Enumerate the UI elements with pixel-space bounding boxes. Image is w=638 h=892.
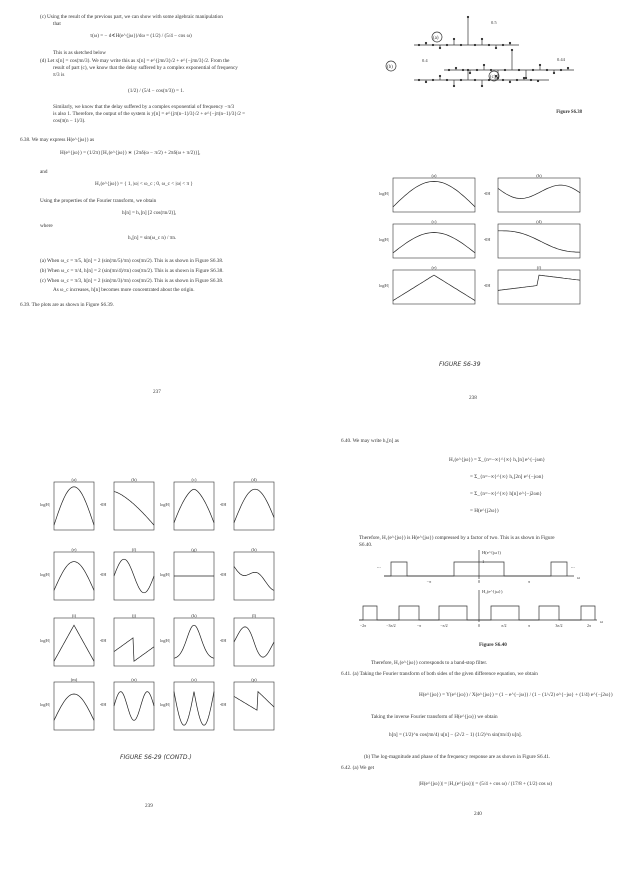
text-line: (a) When ω_c = π/5, h[n] = 2 (sin(πn/5)/πn) cos(πn/2). This is as shown in Figure S6.38. [40, 258, 224, 264]
stem-dot [439, 75, 441, 77]
plot-title: (g) [191, 547, 197, 552]
stem-dot [502, 44, 504, 46]
stem-dot [553, 72, 555, 74]
plot-title: (m) [70, 677, 78, 682]
stem-dot [460, 44, 462, 46]
plot-panel [484, 218, 586, 268]
plot-panel [40, 476, 100, 540]
axis-label: log|H| [160, 572, 170, 577]
plot-title: (e) [431, 265, 437, 270]
omega-label: ω [577, 575, 580, 580]
stem-dot [453, 38, 455, 40]
plot-panel [160, 612, 220, 676]
stem-dot [539, 64, 541, 66]
tick-label: −3π/2 [386, 623, 396, 628]
response-curve [54, 562, 94, 591]
stem-dot [537, 80, 539, 82]
plot-panel [220, 612, 280, 676]
page-239 [0, 446, 319, 892]
handwritten-caption: FIGURE S6-29 (CONTD.) [120, 754, 192, 761]
stem-dot [518, 69, 520, 71]
problem-number-line: 6.42. (a) We get [341, 765, 375, 771]
response-curve [234, 489, 274, 523]
plot-panel [379, 172, 481, 222]
stem-dot [446, 44, 448, 46]
plot-title: (b) [536, 173, 542, 178]
text-line: This is as sketched below [53, 50, 107, 56]
plot-title: (a) [71, 477, 77, 482]
plot-panel [220, 676, 280, 740]
response-curve [54, 625, 94, 661]
plot-panel [160, 546, 220, 610]
equation: H(e^{jω}) = Y(e^{jω}) / X(e^{jω}) = (1 − e^{−jω}) / (1 − (1/√2) e^{−jω} + (1/4) e^{−j2ω}) [419, 692, 613, 698]
plot-panel [40, 676, 100, 740]
equation: H(e^{jω}) = (1/2π) [H₁(e^{jω}) ∗ {2πδ(ω − π/2) + 2πδ(ω + π/2)}], [60, 150, 201, 156]
response-curve [114, 638, 154, 661]
stem-value-3: 0.4 [422, 58, 428, 63]
plot-panel [100, 476, 160, 540]
stem-dot [455, 67, 457, 69]
stem-dot [432, 79, 434, 81]
stem-dot [504, 69, 506, 71]
stem-label-a: (a) [433, 36, 439, 41]
spectrum-label-bottom: H₁(e^{jω}) [482, 589, 503, 594]
plot-panel [379, 218, 481, 268]
plot-panel [100, 612, 160, 676]
stem-dot [495, 47, 497, 49]
stem-dot [567, 67, 569, 69]
stem-label-c: (c) [490, 75, 496, 80]
stem-dot [488, 44, 490, 46]
stem-dot [432, 44, 434, 46]
equation: h[n] = (1/2)^n cos(πn/4) u[n] − (2√2 − 1) (1/2)^n sin(πn/4) u[n]. [389, 732, 522, 738]
stem-dot [467, 16, 469, 18]
axis-label: log|H| [40, 638, 50, 643]
equation: H₁(e^{jω}) = Σ_{n=−∞}^{∞} h₁[n] e^{−jωn} [449, 457, 546, 463]
text-line: Therefore, H₁(e^{jω}) corresponds to a band-stop filter. [371, 660, 488, 666]
plot-panel [100, 676, 160, 740]
problem-number-line: 6.41. (a) Taking the Fourier transform of both sides of the given difference equation, we obtain [341, 671, 538, 677]
tick-label: 3π/2 [555, 623, 563, 628]
tick-label: −π [416, 623, 422, 628]
page-238 [319, 0, 638, 446]
problem-number-line: 6.39. The plots are as shown in Figure S6.39. [20, 302, 114, 308]
plot-title: (k) [191, 613, 197, 618]
plot-title: (o) [191, 677, 197, 682]
stem-dot [523, 77, 525, 79]
axis-label: ∢H [220, 638, 227, 643]
plot-panel [220, 546, 280, 610]
plot-title: (d) [536, 219, 542, 224]
text-line: π/3 is [53, 72, 65, 78]
page-number: 238 [469, 395, 477, 401]
text-line: (d) Let x[n] = cos(πn/3). We may write this as x[n] = e^{jπn/3}/2 + e^{−jπn/3}/2. From the [40, 58, 230, 64]
text-line: (c) Using the result of the previous part, we can show with some algebraic manipulation [40, 14, 223, 20]
page-number: 240 [474, 811, 482, 817]
text-line: and [40, 169, 48, 175]
stem-dot [525, 77, 527, 79]
axis-label: log|H| [379, 237, 389, 242]
plot-title: (f) [536, 265, 542, 270]
tick-label: 0 [477, 579, 481, 584]
text-line: where [40, 223, 53, 229]
text-line: (c) When ω_c = π/3, h[n] = 2 (sin(πn/3)/πn) cos(πn/2). This is as shown in Figure S6.38. [40, 278, 224, 284]
response-curve [498, 231, 580, 252]
problem-number-line: 6.38. We may express H(e^{jω}) as [20, 137, 95, 143]
response-curve [234, 692, 274, 711]
plot-panel [220, 476, 280, 540]
plot-title: (c) [431, 219, 437, 224]
spectrum-label-top: H(e^{jω}) [482, 550, 501, 555]
handwritten-caption: FIGURE S6-39 [439, 361, 481, 368]
axis-label: log|H| [379, 191, 389, 196]
response-curve [54, 694, 94, 720]
axis-label: ∢H [220, 702, 227, 707]
tick-label: 0 [478, 623, 480, 628]
stem-label-b: (b) [387, 65, 393, 70]
stem-dot [502, 79, 504, 81]
text-line: As ω_c increases, h[n] becomes more concentrated about the origin. [53, 287, 195, 293]
dots-left: ... [377, 565, 381, 570]
axis-label: log|H| [40, 502, 50, 507]
stem-dot [439, 47, 441, 49]
text-line: S6.40. [359, 542, 373, 548]
stem-dot [483, 64, 485, 66]
dots-right: ... [571, 565, 575, 570]
stem-dot [469, 72, 471, 74]
text-line: result of part (c), we know that the delay suffered by a complex exponential of frequency [53, 65, 238, 71]
stem-dot [560, 69, 562, 71]
omega-label: ω [600, 619, 603, 624]
axis-label: log|H| [160, 638, 170, 643]
response-curve [393, 233, 475, 253]
stem-dot [448, 69, 450, 71]
text-line: is also 1. Therefore, the output of the system is y[n] = e^{jπ(n−1)/3}/2 + e^{−jπ(n−1)/3}/2 = [53, 111, 246, 117]
response-curve [393, 275, 475, 301]
page-number: 237 [153, 389, 161, 395]
figure-s6-40 [319, 546, 638, 636]
equation: |H(e^{jω})| = |H₁(e^{jω})| = (5/4 + cos ω) / (17/8 + (1/2) cos ω) [419, 781, 553, 787]
text-line: cos(π(n − 1)/3). [53, 118, 86, 124]
plot-title: (p) [251, 677, 257, 682]
response-curve [174, 625, 214, 658]
tick-label: −π [426, 579, 432, 584]
text-line: Similarly, we know that the delay suffered by a complex exponential of frequency −π/3 [53, 104, 235, 110]
plot-title: (a) [431, 173, 437, 178]
plot-panel [100, 546, 160, 610]
text-line: (b) When ω_c = π/4, h[n] = 2 (sin(πn/4)/πn) cos(πn/2). This is as shown in Figure S6.38. [40, 268, 224, 274]
plot-title: (j) [131, 613, 137, 618]
response-curve [114, 692, 154, 721]
equation: H₁(e^{jω}) = { 1, |ω| < ω_c ; 0, ω_c < |ω| < π } [95, 181, 193, 187]
axis-label: log|H| [40, 572, 50, 577]
axis-label: ∢H [220, 572, 227, 577]
plot-panel [40, 546, 100, 610]
problem-number-line: 6.40. We may write h₁[n] as [341, 438, 399, 444]
response-curve [54, 487, 94, 525]
page-237 [0, 0, 319, 446]
tick-label: π/2 [501, 623, 507, 628]
response-curve [498, 275, 580, 290]
axis-label: ∢H [100, 638, 107, 643]
plot-title: (f) [131, 547, 137, 552]
axis-label: log|H| [160, 702, 170, 707]
plot-title: (e) [71, 547, 77, 552]
equation: h₁[n] = sin(ω_c n) / πn. [128, 235, 177, 241]
plot-title: (d) [251, 477, 257, 482]
stem-dot [418, 44, 420, 46]
stem-dot [546, 69, 548, 71]
stem-dot [476, 69, 478, 71]
stem-dot [425, 81, 427, 83]
stem-value-2: 0.44 [557, 57, 565, 62]
stem-dot [490, 69, 492, 71]
figure-caption: Figure S6.38 [556, 110, 582, 115]
stem-dot [453, 85, 455, 87]
plot-panel [160, 476, 220, 540]
text-line: that [53, 21, 61, 27]
stem-dot [532, 69, 534, 71]
axis-label: ∢H [484, 237, 491, 242]
response-curve [174, 489, 214, 523]
plot-title: (n) [131, 677, 137, 682]
tick-label: −π/2 [440, 623, 448, 628]
stem-dot [509, 42, 511, 44]
page-240 [319, 438, 638, 892]
axis-label: log|H| [40, 702, 50, 707]
stem-dot [511, 49, 513, 51]
plot-panel [379, 264, 481, 314]
stem-plot-figure [319, 0, 638, 115]
stem-dot [425, 42, 427, 44]
tick-label: π [527, 623, 531, 628]
stem-dot [474, 79, 476, 81]
response-curve [114, 492, 154, 526]
response-curve [114, 559, 154, 593]
stem-dot [474, 44, 476, 46]
text-line: Taking the inverse Fourier transform of H(e^{jω}) we obtain [371, 714, 498, 720]
figure-caption: Figure S6.40 [479, 642, 507, 648]
stem-dot [467, 69, 469, 71]
plot-panel [40, 612, 100, 676]
plot-title: (i) [71, 613, 77, 618]
stem-dot [418, 79, 420, 81]
plot-title: (c) [191, 477, 197, 482]
axis-label: log|H| [379, 283, 389, 288]
stem-dot [530, 79, 532, 81]
equation: h[n] = h₁[n] [2 cos(πn/2)], [122, 210, 177, 216]
stem-dot [481, 85, 483, 87]
axis-label: ∢H [484, 191, 491, 196]
stem-dot [446, 79, 448, 81]
text-line: Therefore, H₁(e^{jω}) is H(e^{jω}) compressed by a factor of two. This is as shown in Figure [359, 535, 555, 541]
stem-dot [481, 38, 483, 40]
plot-title: (h) [251, 547, 257, 552]
axis-label: ∢H [484, 283, 491, 288]
response-curve [234, 627, 274, 657]
equation: τ(ω) = − d∢H(e^{jω})/dω = (1/2) / (5/4 − cos ω) [90, 33, 192, 39]
stem-value-1: 0.5 [491, 20, 497, 25]
axis-label: ∢H [100, 572, 107, 577]
tick-label: −2π [359, 623, 367, 628]
response-curve [498, 185, 580, 198]
axis-label: log|H| [160, 502, 170, 507]
response-curve [393, 181, 475, 207]
stem-dot [460, 79, 462, 81]
tick-label: 2π [586, 623, 592, 628]
text-line: (b) The log-magnitude and phase of the frequency response are as shown in Figure S6.41. [364, 754, 551, 760]
axis-label: ∢H [100, 702, 107, 707]
page-number: 239 [145, 803, 153, 809]
axis-label: ∢H [220, 502, 227, 507]
stem-dot [516, 79, 518, 81]
equation: = Σ_{n=−∞}^{∞} h[n] e^{−j2ωn} [470, 491, 542, 497]
equation: = H(e^{j2ω}) [470, 508, 499, 514]
plot-panel [484, 264, 586, 314]
plot-title: (b) [131, 477, 137, 482]
tick-label: π [527, 579, 531, 584]
amplitude-one: 1 [482, 559, 485, 564]
plot-panel [160, 676, 220, 740]
plot-panel [484, 172, 586, 222]
text-line: Using the properties of the Fourier transform, we obtain [40, 198, 157, 204]
plot-title: (l) [251, 613, 257, 618]
response-curve [234, 566, 274, 590]
equation: (1/2) / (5/4 − cos(π/3)) = 1. [128, 88, 185, 94]
stem-dot [462, 69, 464, 71]
response-curve [174, 692, 214, 726]
axis-label: ∢H [100, 502, 107, 507]
equation: = Σ_{n=−∞}^{∞} h₁[2n] e^{−jωn} [470, 474, 544, 480]
stem-dot [509, 81, 511, 83]
